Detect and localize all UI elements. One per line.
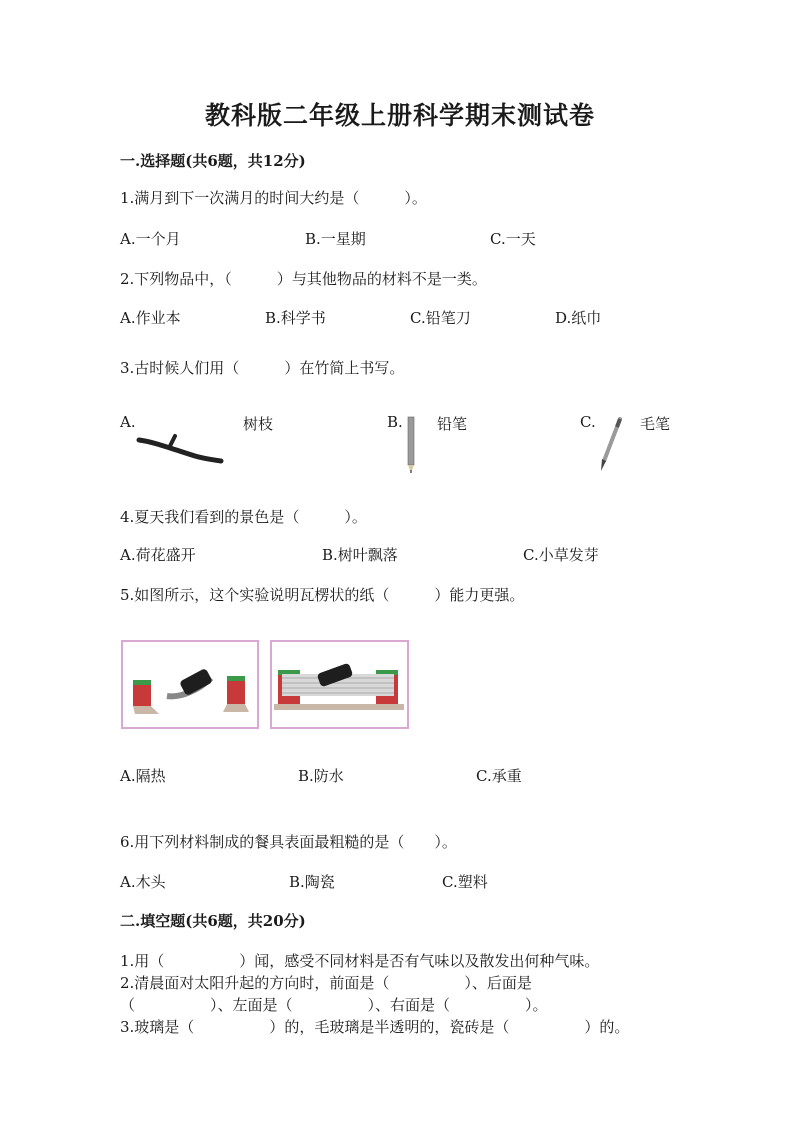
pencil-image xyxy=(402,415,420,475)
question-1-option-c: C.一天 xyxy=(490,230,536,248)
corrugated-paper-experiment-photo xyxy=(270,640,409,729)
question-2-stem: 2.下列物品中，（ ）与其他物品的材料不是一类。 xyxy=(120,270,487,288)
question-1-option-a: A.一个月 xyxy=(120,230,181,248)
question-5-option-a: A.隔热 xyxy=(120,767,166,785)
question-5-option-b: B.防水 xyxy=(298,767,344,785)
section-heading-fill-blank: 二.填空题(共6题，共20分) xyxy=(120,912,306,930)
fill-blank-line-2: 2.清晨面对太阳升起的方向时，前面是（ ）、后面是 xyxy=(120,974,532,992)
question-4-option-c: C.小草发芽 xyxy=(523,546,599,564)
question-3-caption-b: 铅笔 xyxy=(437,415,468,433)
flat-paper-experiment-photo xyxy=(121,640,259,729)
page-title: 教科版二年级上册科学期末测试卷 xyxy=(204,101,595,130)
section-heading-choice: 一.选择题(共6题，共12分) xyxy=(120,152,306,170)
question-3-option-c: C. xyxy=(580,413,596,431)
question-5-stem: 5.如图所示，这个实验说明瓦楞状的纸（ ）能力更强。 xyxy=(120,586,525,604)
question-4-option-a: A.荷花盛开 xyxy=(120,546,196,564)
brush-pen-image xyxy=(592,415,628,475)
question-1-option-b: B.一星期 xyxy=(305,230,366,248)
question-3-option-b: B. xyxy=(387,413,403,431)
question-4-stem: 4.夏天我们看到的景色是（ ）。 xyxy=(120,508,367,526)
question-6-option-c: C.塑料 xyxy=(442,873,488,891)
question-3-stem: 3.古时候人们用（ ）在竹简上书写。 xyxy=(120,359,405,377)
question-6-option-a: A.木头 xyxy=(120,873,166,891)
question-6-option-b: B.陶瓷 xyxy=(289,873,335,891)
question-2-option-d: D.纸巾 xyxy=(555,309,602,327)
fill-blank-line-4: 3.玻璃是（ ）的，毛玻璃是半透明的，瓷砖是（ ）的。 xyxy=(120,1018,630,1036)
question-6-stem: 6.用下列材料制成的餐具表面最粗糙的是（ ）。 xyxy=(120,833,457,851)
question-5-option-c: C.承重 xyxy=(476,767,522,785)
question-4-option-b: B.树叶飘落 xyxy=(322,546,398,564)
question-3-caption-c: 毛笔 xyxy=(640,415,671,433)
question-3-option-a: A. xyxy=(120,413,136,431)
question-2-option-c: C.铅笔刀 xyxy=(410,309,471,327)
question-1-stem: 1.满月到下一次满月的时间大约是（ ）。 xyxy=(120,189,427,207)
question-2-option-b: B.科学书 xyxy=(265,309,326,327)
branch-image xyxy=(135,432,230,472)
question-3-caption-a: 树枝 xyxy=(243,415,274,433)
fill-blank-line-3: （ ）、左面是（ ）、右面是（ ）。 xyxy=(120,996,548,1014)
fill-blank-line-1: 1.用（ ）闻，感受不同材料是否有气味以及散发出何种气味。 xyxy=(120,952,600,970)
question-2-option-a: A.作业本 xyxy=(120,309,181,327)
